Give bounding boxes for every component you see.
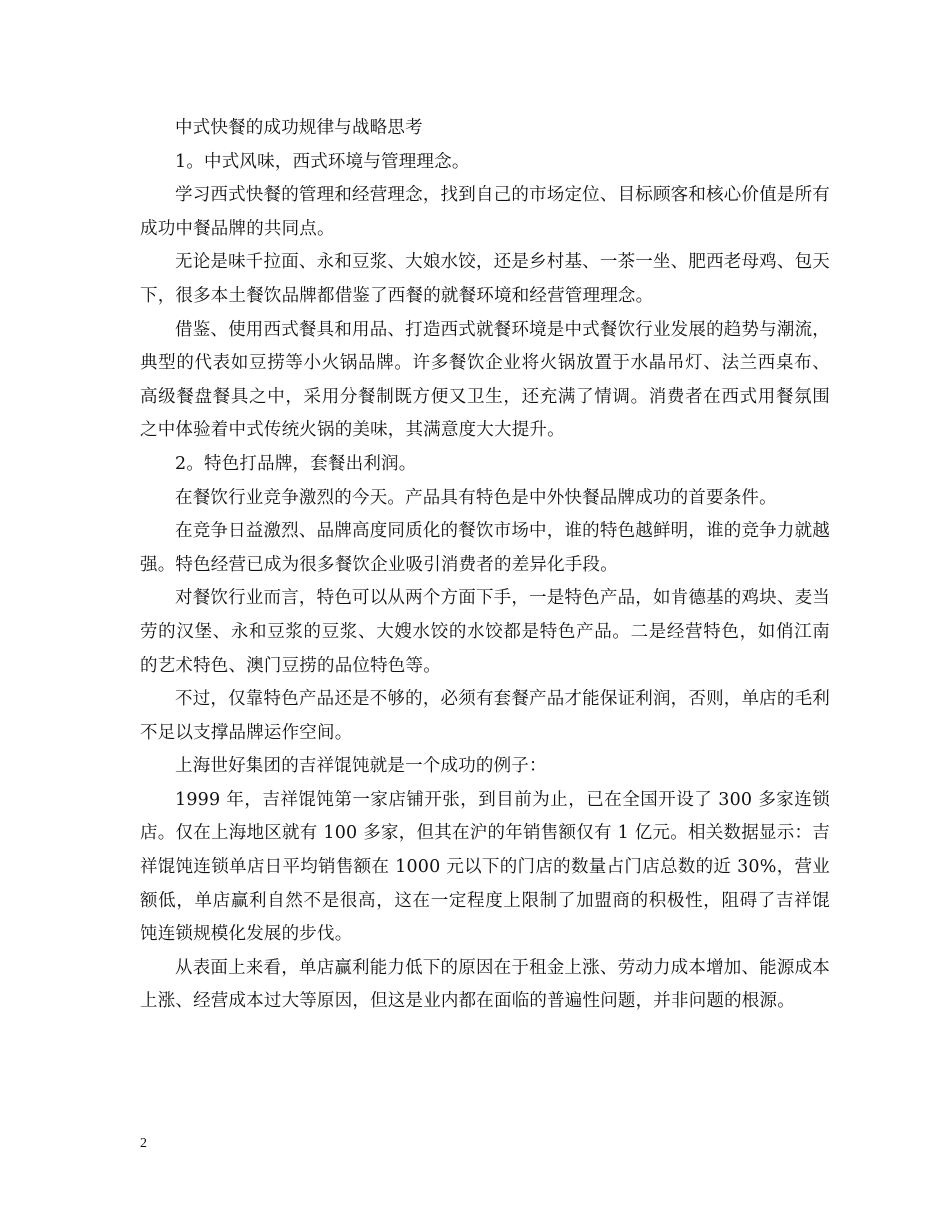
paragraph: 从表面上来看，单店赢利能力低下的原因在于租金上涨、劳动力成本增加、能源成本上涨、经营成本过大等原因，但这是业内都在面临的普遍性问题，并非问题的根源。 bbox=[140, 957, 830, 1012]
document-body bbox=[140, 112, 830, 1019]
paragraph: 1999 年，吉祥馄饨第一家店铺开张，到目前为止，已在全国开设了 300 多家连锁店。仅在上海地区就有 100 多家，但其在沪的年销售额仅有 1 亿元。相关数据显示：吉祥馄饨连锁单店日平均销售额在 1000 元以下的门店的数量占门店总数的近 30%，营业额低，单店赢利自然不是很高，这在一定程度上限制了加盟商的积极性，阻碍了吉祥馄饨连锁规模化发展的步伐。 bbox=[140, 789, 830, 945]
page-number: 2 bbox=[140, 1136, 147, 1151]
paragraph: 借鉴、使用西式餐具和用品、打造西式就餐环境是中式餐饮行业发展的趋势与潮流，典型的代表如豆捞等小火锅品牌。许多餐饮企业将火锅放置于水晶吊灯、法兰西桌布、高级餐盘餐具之中，采用分餐制既方便又卫生，还充满了情调。消费者在西式用餐氛围之中体验着中式传统火锅的美味，其满意度大大提升。 bbox=[140, 319, 830, 441]
document-title: 中式快餐的成功规律与战略思考 bbox=[175, 118, 423, 138]
paragraph: 上海世好集团的吉祥馄饨就是一个成功的例子： bbox=[175, 756, 547, 777]
paragraph: 在餐饮行业竞争激烈的今天。产品具有特色是中外快餐品牌成功的首要条件。 bbox=[175, 487, 777, 508]
section-heading-2: 2。特色打品牌，套餐出利润。 bbox=[175, 453, 417, 474]
paragraph: 对餐饮行业而言，特色可以从两个方面下手，一是特色产品，如肯德基的鸡块、麦当劳的汉堡、永和豆浆的豆浆、大嫂水饺的水饺都是特色产品。二是经营特色，如俏江南的艺术特色、澳门豆捞的品位特色等。 bbox=[140, 588, 830, 676]
paragraph: 无论是味千拉面、永和豆浆、大娘水饺，还是乡村基、一茶一坐、肥西老母鸡、包天下，很多本土餐饮品牌都借鉴了西餐的就餐环境和经营管理理念。 bbox=[140, 252, 830, 306]
paragraph: 学习西式快餐的管理和经营理念，找到自己的市场定位、目标顾客和核心价值是所有成功中餐品牌的共同点。 bbox=[140, 185, 830, 239]
paragraph: 不过，仅靠特色产品还是不够的，必须有套餐产品才能保证利润，否则，单店的毛利不足以支撑品牌运作空间。 bbox=[140, 689, 830, 743]
paragraph: 在竞争日益激烈、品牌高度同质化的餐饮市场中，谁的特色越鲜明，谁的竞争力就越强。特色经营已成为很多餐饮企业吸引消费者的差异化手段。 bbox=[140, 521, 830, 575]
section-heading-1: 1。中式风味，西式环境与管理理念。 bbox=[175, 151, 470, 172]
